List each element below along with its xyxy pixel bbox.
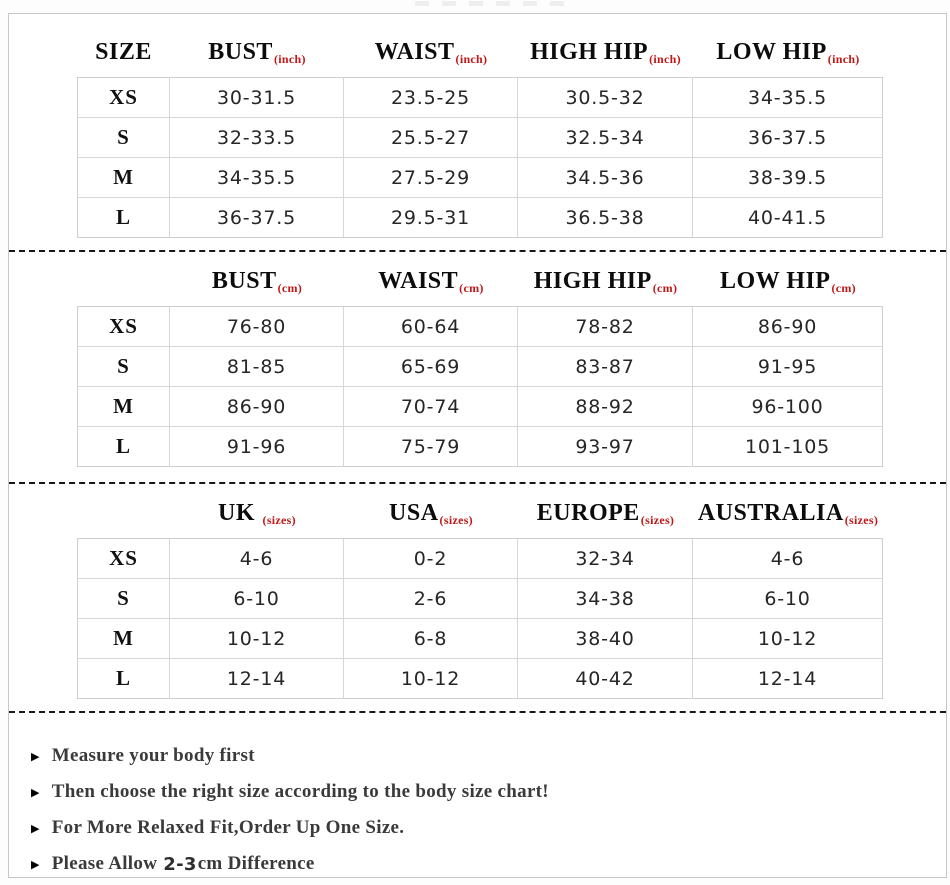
size-cell: L [78, 427, 170, 466]
value-cell: 76-80 [170, 307, 344, 346]
value-cell: 91-96 [170, 427, 344, 466]
value-cell: 86-90 [170, 387, 344, 426]
value-cell: 27.5-29 [344, 158, 518, 197]
table-row [78, 307, 882, 347]
value-cell: 30-31.5 [170, 78, 344, 117]
value-cell: 34-35.5 [748, 86, 827, 109]
value-cell: 91-95 [757, 355, 818, 378]
value-cell: 0-2 [344, 539, 518, 578]
value-cell: 4-6 [770, 547, 805, 570]
value-cell: 93-97 [518, 427, 693, 466]
value-cell: 88-92 [518, 387, 693, 426]
table-row [78, 619, 882, 659]
value-cell: 32-33.5 [170, 118, 344, 157]
note-difference-allowance: ▶ Please Allow 2-3 cm Difference [31, 853, 315, 875]
value-cell: 32-34 [518, 539, 693, 578]
table-row [78, 198, 882, 237]
column-header-low-hip: LOW $HIP_{(cm)}$ [720, 268, 856, 295]
column-header-bust: $BUST_{(cm)}$ [211, 268, 303, 295]
size-cell: M [78, 387, 170, 426]
table-row [78, 78, 882, 118]
column-header-bust: $BUST_{(inch)}$ [208, 39, 306, 66]
table-header-row [77, 28, 883, 77]
triangle-bullet-icon: ▶ [31, 822, 40, 835]
value-cell: 70-74 [344, 387, 518, 426]
table-row [78, 158, 882, 198]
table-row [78, 347, 882, 387]
column-header-usa: $USA_{(sizes)}$ [389, 500, 473, 527]
value-cell: 36.5-38 [518, 198, 693, 237]
value-cell: 6-8 [344, 619, 518, 658]
value-cell: 86-90 [757, 315, 818, 338]
size-cell: S [78, 118, 170, 157]
size-cell: S [78, 579, 170, 618]
value-cell: 34-35.5 [170, 158, 344, 197]
value-cell: 12-14 [757, 667, 818, 690]
dashed-divider [9, 482, 946, 484]
value-cell: 25.5-27 [344, 118, 518, 157]
column-header-australia: $AUSTRALIA_{(sizes)}$ [697, 500, 879, 527]
triangle-bullet-icon: ▶ [31, 858, 40, 871]
unit-label: (sizes) [640, 513, 675, 527]
unit-label: (inch) [455, 52, 488, 66]
unit-label: (sizes) [262, 513, 296, 527]
value-cell: 38-39.5 [748, 166, 827, 189]
size-cell: S [78, 347, 170, 386]
value-cell: 32.5-34 [518, 118, 693, 157]
column-header-uk: UK $_{(sizes)}$ [218, 500, 296, 527]
unit-label: (cm) [459, 281, 484, 295]
size-table-international [77, 489, 883, 699]
value-cell: 34.5-36 [518, 158, 693, 197]
value-cell: 30.5-32 [518, 78, 693, 117]
column-header-waist: $WAIST_{(cm)}$ [378, 268, 484, 295]
unit-label: (inch) [827, 52, 860, 66]
value-cell: 40-42 [518, 659, 693, 698]
size-cell: M [78, 158, 170, 197]
size-chart-frame [8, 13, 947, 878]
value-cell: 10-12 [170, 619, 344, 658]
table-row [78, 427, 882, 466]
dashed-divider [9, 250, 946, 252]
value-cell: 12-14 [170, 659, 344, 698]
unit-label: (inch) [273, 52, 306, 66]
value-cell: 81-85 [170, 347, 344, 386]
column-header-europe: $EUROPE_{(sizes)}$ [536, 500, 675, 527]
value-cell: 6-10 [170, 579, 344, 618]
value-cell: 83-87 [518, 347, 693, 386]
triangle-bullet-icon: ▶ [31, 786, 40, 799]
table-row [78, 539, 882, 579]
value-cell: 75-79 [344, 427, 518, 466]
value-cell: 36-37.5 [170, 198, 344, 237]
column-header-low-hip: LOW $HIP_{(inch)}$ [716, 39, 860, 66]
size-table-cm [77, 257, 883, 467]
size-cell: M [78, 619, 170, 658]
value-cell: 29.5-31 [344, 198, 518, 237]
note-choose-size: ▶ Then choose the right size according to the body size chart! [31, 781, 549, 802]
unit-label: (cm) [831, 281, 856, 295]
table-header-row [77, 489, 883, 538]
value-cell: 65-69 [344, 347, 518, 386]
value-cell: 101-105 [745, 435, 830, 458]
table-body [77, 77, 883, 238]
column-header-high-hip: HIGH $HIP_{(cm)}$ [533, 268, 678, 295]
size-cell: XS [78, 78, 170, 117]
size-cell: XS [78, 307, 170, 346]
value-cell: 60-64 [344, 307, 518, 346]
value-cell: 96-100 [751, 395, 824, 418]
unit-label: (inch) [649, 52, 681, 66]
table-row [78, 387, 882, 427]
size-cell: XS [78, 539, 170, 578]
size-cell: L [78, 198, 170, 237]
value-cell: 36-37.5 [748, 126, 827, 149]
size-cell: L [78, 659, 170, 698]
value-cell: 78-82 [518, 307, 693, 346]
value-cell: 34-38 [518, 579, 693, 618]
table-header-row [77, 257, 883, 306]
value-cell: 40-41.5 [748, 206, 827, 229]
note-relaxed-fit: ▶ For More Relaxed Fit,Order Up One Size. [31, 817, 405, 838]
size-table-inch [77, 28, 883, 238]
table-row [78, 659, 882, 698]
value-cell: 38-40 [518, 619, 693, 658]
note-measure-first: ▶ Measure your body first [31, 745, 255, 766]
sizing-notes [9, 713, 946, 878]
unit-label: (cm) [277, 281, 303, 295]
value-cell: 23.5-25 [344, 78, 518, 117]
table-row [78, 118, 882, 158]
value-cell: 2-6 [344, 579, 518, 618]
column-header-waist: $WAIST_{(inch)}$ [374, 39, 488, 66]
table-body [77, 306, 883, 467]
cropped-text-artifact [415, 1, 565, 6]
triangle-bullet-icon: ▶ [31, 750, 40, 763]
unit-label: (cm) [652, 281, 678, 295]
table-row [78, 579, 882, 619]
table-body [77, 538, 883, 699]
value-cell: 10-12 [757, 627, 818, 650]
column-header-size: SIZE [95, 39, 152, 65]
value-cell: 6-10 [764, 587, 811, 610]
value-cell: 10-12 [344, 659, 518, 698]
unit-label: (sizes) [439, 513, 473, 527]
column-header-high-hip: HIGH $HIP_{(inch)}$ [530, 39, 681, 66]
value-cell: 4-6 [170, 539, 344, 578]
unit-label: (sizes) [844, 513, 879, 527]
